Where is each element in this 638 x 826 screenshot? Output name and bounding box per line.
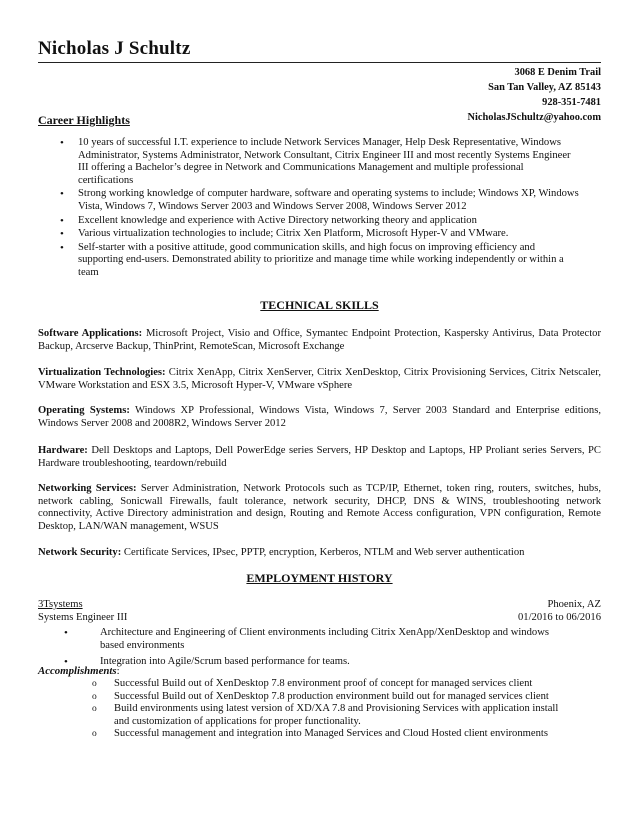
position-dates: 01/2016 to 06/2016 [518,612,601,623]
career-item: • Various virtualization technologies to include; Citrix Xen Platform, Microsoft Hyper-V and VMware. [38,228,601,241]
career-item: • Excellent knowledge and experience with Active Directory networking theory and application [38,215,601,228]
skill-text: Microsoft Project, Visio and Office, Symantec Endpoint Protection, Kaspersky Antivirus, Data Protector Backup, Arcserve Backup, ThinPrint, RemoteScan, Microsoft Exchange [38,328,601,352]
employer-name: 3Tsystems [38,599,83,610]
career-highlights-list [38,137,601,281]
skill-text: Citrix XenApp, Citrix XenServer, Citrix XenDesktop, Citrix Provisioning Services, Citrix Netscaler, VMware Workstation and ESX 3.5, Microsoft Hyper-V, VMware vSphere [38,367,601,391]
position-title: Systems Engineer III [38,612,128,623]
header-rule [38,62,601,63]
career-item: • 10 years of successful I.T. experience to include Network Services Manager, Help Desk Representative, Windows Administrator, Systems Administrator, Network Consultant, Citrix Engineer III and most recently Systems Engineer III offering a Bachelor’s degree in Network and Communications Management and multiple professional certifications [38,137,601,187]
skill-software [38,328,601,353]
skill-label: Operating Systems: [38,405,130,416]
contact-block [468,65,602,125]
duty-item: • Integration into Agile/Scrum based performance for teams. [38,656,601,669]
skill-label: Network Security: [38,547,122,558]
skill-networking [38,483,601,533]
accomplishment-item: o Successful Build out of XenDesktop 7.8 production environment build out for managed services client [38,691,601,704]
skill-text: Server Administration, Network Protocols such as TCP/IP, Ethernet, token ring, routers, switches, hubs, network cabling, Sonicwall Firewalls, fault tolerance, network security, DHCP, DNS & WINS, troubleshooting network connectivity, Active Directory administration and design, Routing and Remote Access configuration, VPN configuration, Remote Desktop, LAN/WAN management, WSUS [38,483,601,532]
career-item: • Strong working knowledge of computer hardware, software and operating systems to include; Windows XP, Windows Vista, Windows 7, Windows Server 2003 and Windows Server 2008, Windows Server 2012 [38,188,601,213]
skill-label: Software Applications: [38,328,143,339]
skill-operating-systems [38,405,601,430]
employer-row [38,599,601,612]
skill-network-security [38,547,601,560]
candidate-name: Nicholas J Schultz [38,38,191,59]
skill-label: Virtualization Technologies: [38,367,166,378]
contact-email[interactable]: NicholasJSchultz@yahoo.com [467,112,601,123]
career-highlights-heading: Career Highlights [38,113,130,127]
skill-label: Hardware: [38,445,88,456]
accomplishment-item: o Successful management and integration into Managed Services and Cloud Hosted client environments [38,728,601,741]
accomplishments-label: Accomplishments [38,665,117,677]
accomplishments-heading [38,665,120,677]
skill-label: Networking Services: [38,483,137,494]
employer-location: Phoenix, AZ [547,599,601,610]
accomplishment-item: o Successful Build out of XenDesktop 7.8 environment proof of concept for managed services client [38,678,601,691]
contact-city: San Tan Valley, AZ 85143 [488,82,601,93]
skill-hardware [38,445,601,470]
career-item: • Self-starter with a positive attitude, good communication skills, and high focus on improving efficiency and supporting end-users. Demonstrated ability to prioritize and manage time while working independently or within a team [38,242,601,280]
position-row [38,612,601,625]
skill-text: Certificate Services, IPsec, PPTP, encryption, Kerberos, NTLM and Web server authentication [123,547,525,558]
accomplishments-colon: : [116,665,120,677]
contact-address: 3068 E Denim Trail [514,67,601,78]
contact-phone: 928-351-7481 [542,97,601,108]
employment-history-heading: EMPLOYMENT HISTORY [246,571,393,585]
accomplishments-list [38,678,601,741]
duties-list [38,627,601,669]
technical-skills-heading: TECHNICAL SKILLS [260,298,379,312]
skill-text: Windows XP Professional, Windows Vista, Windows 7, Server 2003 Standard and Enterprise editions, Windows Server 2008 and 2008R2, Windows Server 2012 [38,405,601,429]
duty-item: • Architecture and Engineering of Client environments including Citrix XenApp/XenDesktop and windows based environments [38,627,601,652]
accomplishment-item: o Build environments using latest version of XD/XA 7.8 and Provisioning Services with application install and customization of applications for proper functionality. [38,703,601,728]
skill-text: Dell Desktops and Laptops, Dell PowerEdge series Servers, HP Desktop and Laptops, HP Proliant series Servers, PC Hardware troubleshooting, teardown/rebuild [38,445,601,469]
skill-virtualization [38,367,601,392]
